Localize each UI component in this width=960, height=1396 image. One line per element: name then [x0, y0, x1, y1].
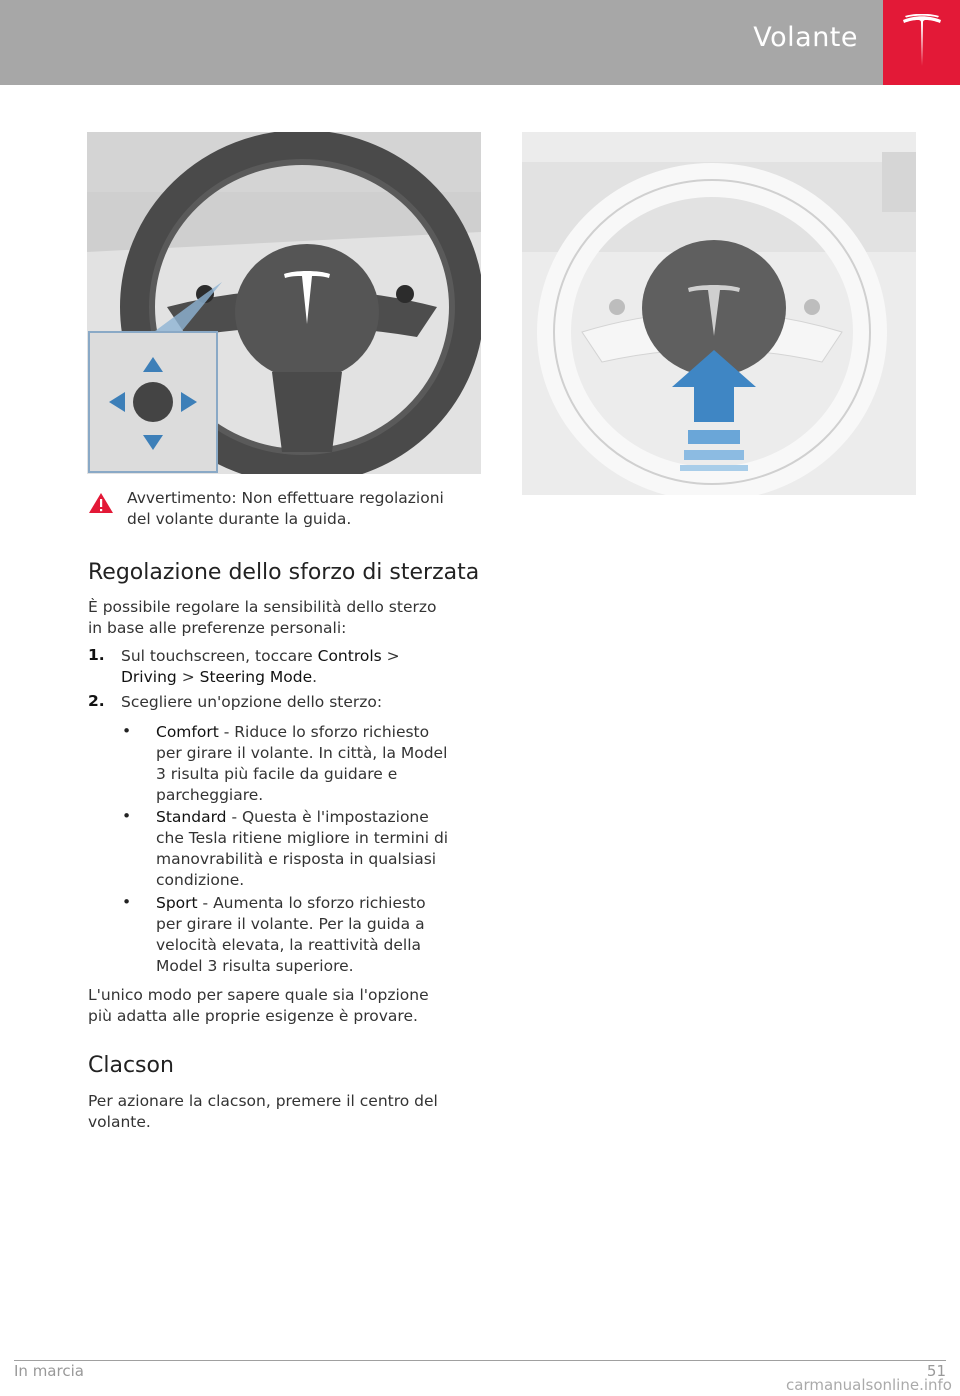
step-1-line-1	[121, 646, 400, 667]
option-standard-line-4: condizione.	[156, 871, 245, 889]
option-sport-line-4: Model 3 risulta superiore.	[156, 957, 354, 975]
steering-wheel-horn-illustration	[522, 132, 916, 495]
controls-label: Controls	[317, 647, 382, 665]
steering-mode-label: Steering Mode	[199, 668, 313, 686]
option-comfort-line-3: 3 risulta più facile da guidare e	[156, 765, 398, 783]
option-sport-line-2: per girare il volante. Per la guida a	[156, 915, 425, 933]
step-2-number: 2.	[88, 692, 105, 710]
step-1-line-2	[121, 667, 317, 688]
option-comfort-desc: - Riduce lo sforzo richiesto	[218, 723, 430, 741]
option-comfort-name: Comfort	[156, 723, 219, 741]
option-bullet: •	[122, 893, 132, 911]
steering-wheel-adjust-figure	[87, 132, 481, 474]
option-sport-desc: - Aumenta lo sforzo richiesto	[197, 894, 426, 912]
steering-wheel-adjust-illustration	[87, 132, 481, 474]
footer-section-name: In marcia	[14, 1362, 84, 1380]
warning-label: Avvertimento:	[127, 489, 237, 507]
option-standard-line-3: manovrabilità e risposta in qualsiasi	[156, 850, 437, 868]
tesla-logo-icon	[901, 14, 943, 70]
warning-text	[127, 488, 480, 530]
option-bullet: •	[122, 807, 132, 825]
outro-line-2: più adatta alle proprie esigenze è provare.	[88, 1007, 418, 1025]
horn-line-1: Per azionare la clacson, premere il centro del	[88, 1092, 438, 1110]
warning-line2: del volante durante la guida.	[127, 510, 352, 528]
option-bullet: •	[122, 722, 132, 740]
option-comfort-line-1	[156, 722, 429, 743]
warning-line1: Non effettuare regolazioni	[241, 489, 444, 507]
option-standard-line-1	[156, 807, 429, 828]
brand-logo	[883, 0, 960, 85]
outro-line-1: L'unico modo per sapere quale sia l'opzione	[88, 986, 429, 1004]
steering-wheel-horn-figure	[522, 132, 916, 495]
warning-callout	[88, 488, 480, 530]
option-sport-line-3: velocità elevata, la reattività della	[156, 936, 422, 954]
page-header-bar	[0, 0, 883, 85]
step-1-separator: >	[386, 647, 400, 665]
option-sport-name: Sport	[156, 894, 198, 912]
step-1-number: 1.	[88, 646, 105, 664]
option-comfort-line-4: parcheggiare.	[156, 786, 264, 804]
option-standard-name: Standard	[156, 808, 227, 826]
page-title: Volante	[753, 22, 858, 53]
step-1-text: Sul touchscreen, toccare	[121, 647, 313, 665]
option-comfort-line-2: per girare il volante. In città, la Model	[156, 744, 448, 762]
section-heading-horn: Clacson	[88, 1053, 174, 1078]
horn-line-2: volante.	[88, 1113, 151, 1131]
watermark: carmanualsonline.info	[786, 1376, 952, 1394]
page-number: 51	[926, 1362, 946, 1380]
footer-divider	[14, 1360, 946, 1361]
section-heading-steering-effort: Regolazione dello sforzo di sterzata	[88, 560, 480, 585]
option-sport-line-1	[156, 893, 426, 914]
driving-label: Driving	[121, 668, 177, 686]
step-1-end: .	[312, 668, 318, 686]
step-1-separator-2: >	[181, 668, 195, 686]
step-2-text: Scegliere un'opzione dello sterzo:	[121, 693, 383, 711]
option-standard-desc: - Questa è l'impostazione	[226, 808, 429, 826]
warning-triangle-icon	[88, 492, 114, 514]
option-standard-line-2: che Tesla ritiene migliore in termini di	[156, 829, 449, 847]
intro-line-2: in base alle preferenze personali:	[88, 619, 347, 637]
intro-line-1: È possibile regolare la sensibilità dello sterzo	[88, 598, 437, 616]
